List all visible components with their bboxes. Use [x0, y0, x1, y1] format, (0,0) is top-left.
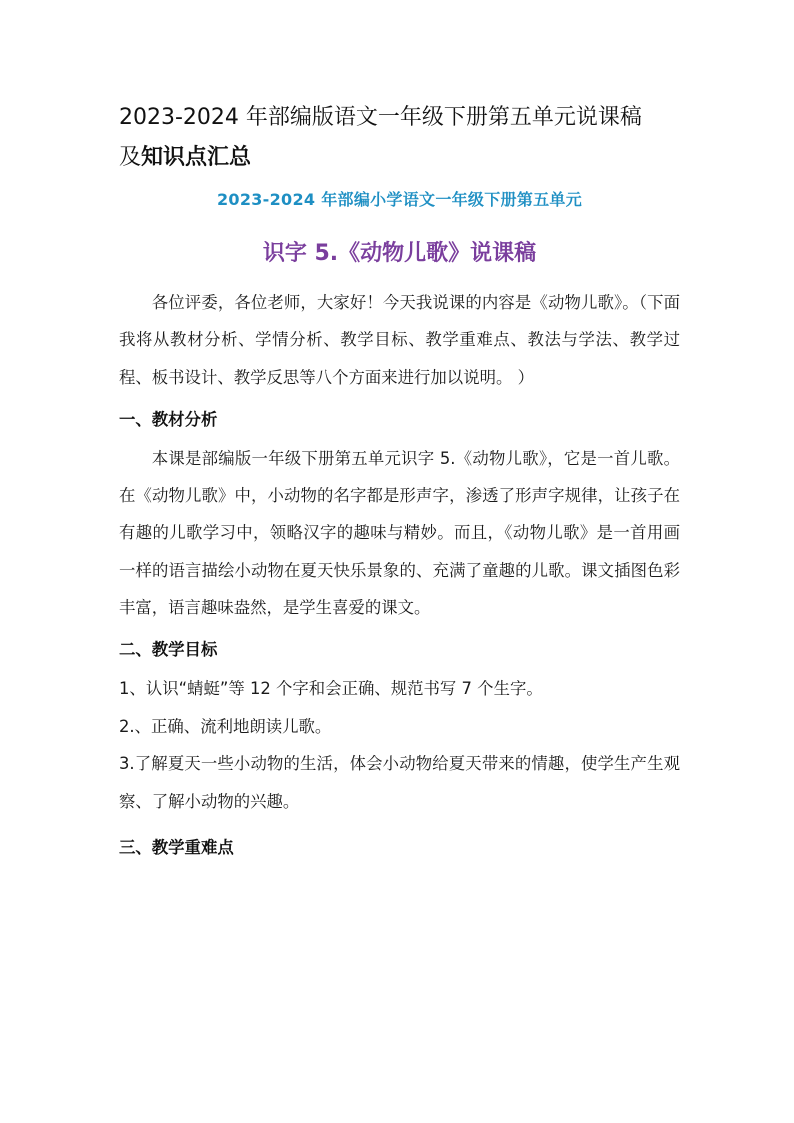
section-heading-key-difficulties: 三、教学重难点 [119, 838, 234, 858]
unit-subtitle: 2023-2024 年部编小学语文一年级下册第五单元 [216, 190, 583, 209]
intro-paragraph: 各位评委，各位老师，大家好！今天我说课的内容是《动物儿歌》。（下面我将从教材分析、学情分析、教学目标、教学重难点、教法与学法、教学过程、板书设计、教学反思等八个方面来进行加以说明。 ） [119, 293, 680, 387]
document-title [119, 98, 680, 178]
document-title-line1: 2023-2024 年部编版语文一年级下册第五单元说课稿 [119, 105, 642, 130]
teaching-goal-item-3: 3.了解夏天一些小动物的生活，体会小动物给夏天带来的情趣，使学生产生观察、了解小动物的兴趣。 [119, 754, 680, 811]
textbook-analysis-paragraph: 本课是部编版一年级下册第五单元识字 5.《动物儿歌》，它是一首儿歌。在《动物儿歌》中，小动物的名字都是形声字，渗透了形声字规律，让孩子在有趣的儿歌学习中，领略汉字的趣味与精妙。而且，《动物儿歌》是一首用画一样的语言描绘小动物在夏天快乐景象的、充满了童趣的儿歌。课文插图色彩丰富，语言趣味盎然，是学生喜爱的课文。 [119, 448, 680, 618]
section-heading-teaching-goals: 二、教学目标 [119, 640, 218, 660]
lesson-title: 识字 5.《动物儿歌》说课稿 [262, 241, 537, 266]
document-title-line2-bold: 知识点汇总 [141, 145, 252, 170]
teaching-goal-item-1: 1、认识“蜻蜓”等 12 个字和会正确、规范书写 7 个生字。 [119, 679, 543, 699]
teaching-goal-item-2: 2.、正确、流利地朗读儿歌。 [119, 716, 332, 736]
section-heading-textbook-analysis: 一、教材分析 [119, 409, 218, 429]
document-title-line2-normal: 及 [119, 145, 142, 170]
